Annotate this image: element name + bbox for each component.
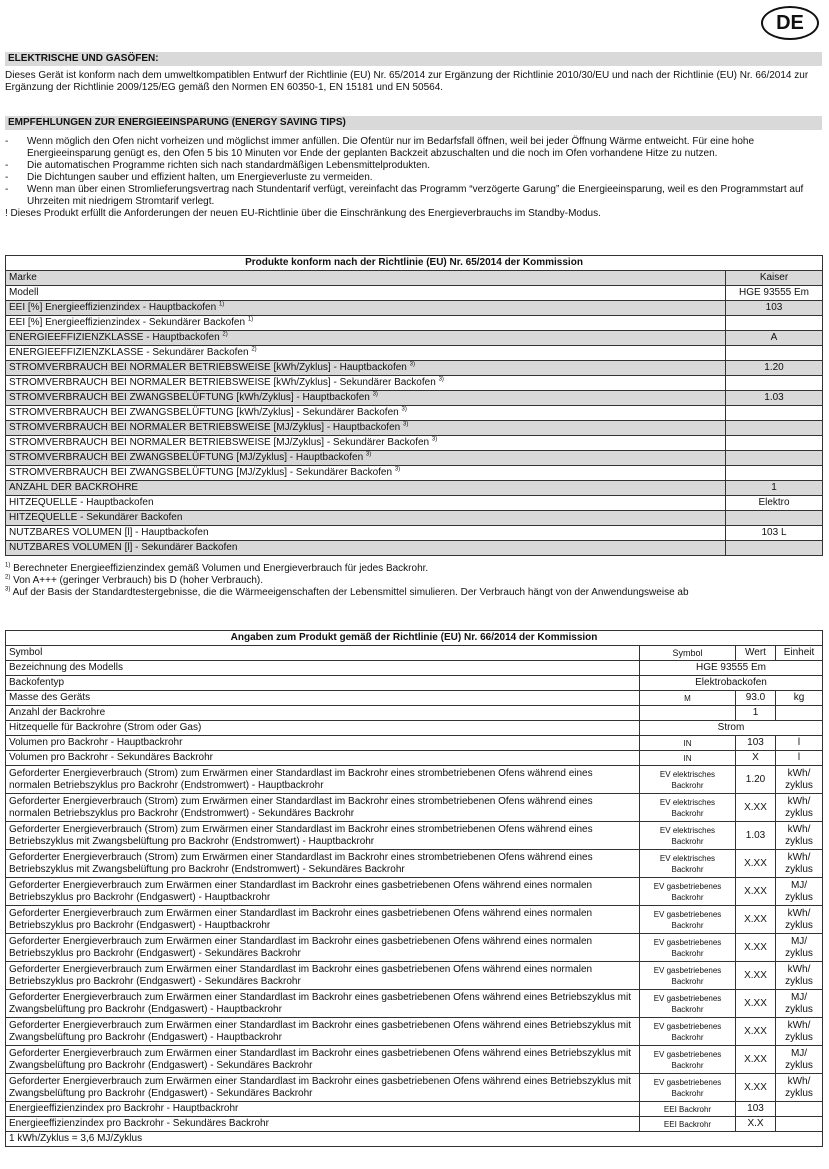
row-label: Geforderter Energieverbrauch (Strom) zum Erwärmen einer Standardlast im Backrohr eines strombetriebenen Ofens während eines normalen Betriebszyklus pro Backrohr (Endstromwert) - Sekundäres Backrohr — [6, 794, 640, 822]
row-label — [6, 436, 726, 451]
footnote — [5, 563, 823, 575]
row-symbol: EV elektrisches Backrohr — [640, 850, 736, 878]
table-row — [6, 316, 823, 331]
row-value: X.XX — [736, 878, 776, 906]
table-row — [6, 934, 823, 962]
tip-text: Die Dichtungen sauber und effizient halten, um Energieverluste zu vermeiden. — [27, 172, 373, 183]
tip-marker: - — [5, 136, 9, 147]
row-label — [6, 346, 726, 361]
row-unit: MJ/ zyklus — [776, 990, 823, 1018]
row-symbol: EV gasbetriebenes Backrohr — [640, 934, 736, 962]
row-label: Energieeffizienzindex pro Backrohr - Hauptbackrohr — [6, 1102, 640, 1117]
footnote-mark: 3) — [5, 586, 11, 593]
row-unit: kWh/ zyklus — [776, 1074, 823, 1102]
row-value: Elektrobackofen — [640, 676, 823, 691]
table-row — [6, 376, 823, 391]
table-row — [6, 822, 823, 850]
table-row — [6, 751, 823, 766]
row-label: Volumen pro Backrohr - Sekundäres Backrohr — [6, 751, 640, 766]
footnote-ref: 3) — [438, 376, 444, 383]
table-row — [6, 301, 823, 316]
row-label-text: NUTZBARES VOLUMEN [l] - Sekundärer Backofen — [9, 542, 238, 553]
row-label: Geforderter Energieverbrauch (Strom) zum Erwärmen einer Standardlast im Backrohr eines strombetriebenen Ofens während eines Betriebszyklus mit Zwangsbelüftung pro Backrohr (Endstromwert) - Sekundäres Backrohr — [6, 850, 640, 878]
table-row — [6, 436, 823, 451]
row-value: 1.20 — [736, 766, 776, 794]
row-label: Bezeichnung des Modells — [6, 661, 640, 676]
table1-title: Produkte konform nach der Richtlinie (EU) Nr. 65/2014 der Kommission — [6, 256, 823, 271]
row-value: 93.0 — [736, 691, 776, 706]
row-value: 1 — [736, 706, 776, 721]
section-title-electric-gas-ovens: ELEKTRISCHE UND GASÖFEN: — [5, 52, 822, 66]
row-label — [6, 481, 726, 496]
row-symbol: EV elektrisches Backrohr — [640, 766, 736, 794]
row-value: 1.03 — [726, 391, 823, 406]
row-symbol: EV gasbetriebenes Backrohr — [640, 1018, 736, 1046]
row-value — [726, 406, 823, 421]
footnote — [5, 587, 823, 599]
footnote-ref: 3) — [409, 361, 415, 368]
row-value: X.XX — [736, 1018, 776, 1046]
table2-header-symbol: Symbol — [640, 646, 736, 661]
row-label-text: STROMVERBRAUCH BEI NORMALER BETRIEBSWEISE [MJ/Zyklus] - Sekundärer Backofen — [9, 437, 430, 448]
row-value: 1 — [726, 481, 823, 496]
row-label-text: STROMVERBRAUCH BEI ZWANGSBELÜFTUNG [MJ/Zyklus] - Hauptbackofen — [9, 452, 364, 463]
table-row — [6, 406, 823, 421]
table-row — [6, 676, 823, 691]
table-row — [6, 661, 823, 676]
row-unit: MJ/ zyklus — [776, 1046, 823, 1074]
table-row — [6, 691, 823, 706]
table-row — [6, 331, 823, 346]
row-value — [726, 511, 823, 526]
table-row — [6, 878, 823, 906]
row-symbol: EEI Backrohr — [640, 1102, 736, 1117]
section-title-energy-saving-tips: EMPFEHLUNGEN ZUR ENERGIEEINSPARUNG (ENERGY SAVING TIPS) — [5, 116, 822, 130]
table-row — [6, 421, 823, 436]
row-label-text: STROMVERBRAUCH BEI ZWANGSBELÜFTUNG [kWh/Zyklus] - Sekundärer Backofen — [9, 407, 399, 418]
row-unit: kWh/ zyklus — [776, 1018, 823, 1046]
row-value: Elektro — [726, 496, 823, 511]
footnote-ref: 3) — [365, 451, 372, 458]
row-label: Geforderter Energieverbrauch zum Erwärmen einer Standardlast im Backrohr eines gasbetriebenen Ofens während eines Betriebszyklus mit Zwangsbelüftung pro Backrohr (Endgaswert) - Sekundäres Backrohr — [6, 1046, 640, 1074]
row-label — [6, 526, 726, 541]
table-row — [6, 1117, 823, 1132]
table-row — [6, 850, 823, 878]
row-label-text: HITZEQUELLE - Sekundärer Backofen — [9, 512, 183, 523]
row-value: X.XX — [736, 934, 776, 962]
row-unit: l — [776, 736, 823, 751]
row-unit: l — [776, 751, 823, 766]
row-symbol: EEI Backrohr — [640, 1117, 736, 1132]
tip-item — [5, 160, 823, 172]
row-label: Backofentyp — [6, 676, 640, 691]
row-value — [726, 451, 823, 466]
row-label — [6, 496, 726, 511]
row-label — [6, 511, 726, 526]
row-unit — [776, 706, 823, 721]
row-label — [6, 301, 726, 316]
row-unit: MJ/ zyklus — [776, 934, 823, 962]
row-unit: kWh/ zyklus — [776, 906, 823, 934]
footnote-text: Berechneter Energieeffizienzindex gemäß Volumen und Energieverbrauch für jedes Backrohr. — [13, 563, 429, 574]
row-label-text: STROMVERBRAUCH BEI NORMALER BETRIEBSWEISE [kWh/Zyklus] - Sekundärer Backofen — [9, 377, 436, 388]
table-row — [6, 391, 823, 406]
row-label-text: STROMVERBRAUCH BEI ZWANGSBELÜFTUNG [kWh/Zyklus] - Hauptbackofen — [9, 392, 370, 403]
row-label-text: ENERGIEEFFIZIENZKLASSE - Sekundärer Backofen — [9, 347, 249, 358]
row-label: Anzahl der Backrohre — [6, 706, 640, 721]
footnote-ref: 2) — [222, 331, 228, 338]
table-row — [6, 1074, 823, 1102]
table-row — [6, 526, 823, 541]
row-value: HGE 93555 Em — [726, 286, 823, 301]
tip-item — [5, 172, 823, 184]
row-symbol: IN — [640, 751, 736, 766]
row-label-text: Modell — [9, 287, 39, 298]
table-row — [6, 286, 823, 301]
row-label: Hitzequelle für Backrohre (Strom oder Gas) — [6, 721, 640, 736]
row-label: Geforderter Energieverbrauch zum Erwärmen einer Standardlast im Backrohr eines gasbetriebenen Ofens während eines normalen Betriebszyklus pro Backrohr (Endgaswert) - Sekundäres Backrohr — [6, 962, 640, 990]
row-label: Geforderter Energieverbrauch zum Erwärmen einer Standardlast im Backrohr eines gasbetriebenen Ofens während eines normalen Betriebszyklus pro Backrohr (Endgaswert) - Hauptbackrohr — [6, 878, 640, 906]
row-unit: kWh/ zyklus — [776, 850, 823, 878]
row-label-text: ENERGIEEFFIZIENZKLASSE - Hauptbackofen — [9, 332, 220, 343]
row-value: X.X — [736, 1117, 776, 1132]
row-symbol: M — [640, 691, 736, 706]
row-label — [6, 406, 726, 421]
row-symbol: EV elektrisches Backrohr — [640, 822, 736, 850]
footnote — [5, 575, 823, 587]
row-symbol: EV elektrisches Backrohr — [640, 794, 736, 822]
regulation-66-2014-table — [5, 630, 823, 1147]
table2-title: Angaben zum Produkt gemäß der Richtlinie (EU) Nr. 66/2014 der Kommission — [6, 631, 823, 646]
row-label-text: EEI [%] Energieeffizienzindex - Sekundärer Backofen — [9, 317, 246, 328]
row-label — [6, 421, 726, 436]
conformity-paragraph: Dieses Gerät ist konform nach dem umweltkompatiblen Entwurf der Richtlinie (EU) Nr. 65/2014 zur Ergänzung der Richtlinie 2010/30/EU und nach der Richtlinie (EU) Nr. 66/2014 zur Ergänzung der Richtlinie 2009/125/EG gemäß den Normen EN 60350-1, EN 15181 und EN 50564. — [5, 70, 809, 93]
row-label — [6, 331, 726, 346]
standby-note: ! Dieses Produkt erfüllt die Anforderungen der neuen EU-Richtlinie über die Einschränkung des Energieverbrauchs im Standby-Modus. — [5, 208, 601, 219]
table2-header-label: Symbol — [6, 646, 640, 661]
row-label-text: ANZAHL DER BACKROHRE — [9, 482, 139, 493]
table-row — [6, 794, 823, 822]
row-value: 103 L — [726, 526, 823, 541]
row-value: X.XX — [736, 906, 776, 934]
row-label — [6, 316, 726, 331]
row-value: X.XX — [736, 794, 776, 822]
row-unit: kWh/ zyklus — [776, 962, 823, 990]
row-symbol: IN — [640, 736, 736, 751]
row-value: X.XX — [736, 850, 776, 878]
table-row — [6, 962, 823, 990]
table-row — [6, 766, 823, 794]
table-row — [6, 511, 823, 526]
table-row — [6, 361, 823, 376]
table-row — [6, 451, 823, 466]
row-value: 1.20 — [726, 361, 823, 376]
row-label-text: EEI [%] Energieeffizienzindex - Hauptbackofen — [9, 302, 217, 313]
language-badge: DE — [761, 6, 819, 40]
row-value: Strom — [640, 721, 823, 736]
row-label-text: Marke — [9, 272, 37, 283]
row-value: 103 — [736, 736, 776, 751]
footnote-ref: 3) — [402, 421, 409, 428]
row-label: Energieeffizienzindex pro Backrohr - Sekundäres Backrohr — [6, 1117, 640, 1132]
row-value — [726, 466, 823, 481]
row-unit — [776, 1117, 823, 1132]
row-value: X.XX — [736, 1046, 776, 1074]
row-unit: kWh/ zyklus — [776, 794, 823, 822]
row-label: Geforderter Energieverbrauch zum Erwärmen einer Standardlast im Backrohr eines gasbetriebenen Ofens während eines normalen Betriebszyklus pro Backrohr (Endgaswert) - Sekundäres Backrohr — [6, 934, 640, 962]
table-row — [6, 706, 823, 721]
tip-marker: - — [5, 172, 9, 183]
row-label-text: STROMVERBRAUCH BEI NORMALER BETRIEBSWEISE [kWh/Zyklus] - Hauptbackofen — [9, 362, 407, 373]
footnote-mark: 2) — [5, 574, 11, 581]
row-label-text: HITZEQUELLE - Hauptbackofen — [9, 497, 154, 508]
table-row — [6, 1018, 823, 1046]
row-label-text: STROMVERBRAUCH BEI ZWANGSBELÜFTUNG [MJ/Zyklus] - Sekundärer Backofen — [9, 467, 393, 478]
table2-header-unit: Einheit — [776, 646, 823, 661]
table-row — [6, 271, 823, 286]
tip-text: Wenn möglich den Ofen nicht vorheizen und möglichst immer anfüllen. Die Ofentür nur im Bedarfsfall öffnen, weil bei jeder Öffnung Wärme entweicht. Für eine hohe Energieeinsparung genügt es, den Ofen 5 bis 10 Minuten vor Ende der geplanten Backzeit abzuschalten und die noch im Ofen vorhandene Hitze zu nutzen. — [27, 136, 755, 159]
row-value — [726, 421, 823, 436]
row-label — [6, 466, 726, 481]
table-row — [6, 481, 823, 496]
row-value — [726, 376, 823, 391]
footnote-ref: 2) — [251, 346, 257, 353]
row-label-text: NUTZBARES VOLUMEN [l] - Hauptbackofen — [9, 527, 209, 538]
table2-header-value: Wert — [736, 646, 776, 661]
row-symbol: EV gasbetriebenes Backrohr — [640, 1074, 736, 1102]
row-symbol: EV gasbetriebenes Backrohr — [640, 906, 736, 934]
row-symbol: EV gasbetriebenes Backrohr — [640, 1046, 736, 1074]
table-row — [6, 906, 823, 934]
row-label — [6, 451, 726, 466]
row-value: 1.03 — [736, 822, 776, 850]
energy-tips-list — [5, 136, 823, 220]
table-row — [6, 466, 823, 481]
table-row — [6, 721, 823, 736]
tip-item — [5, 184, 823, 208]
table1-footnotes — [5, 563, 823, 599]
row-label: Geforderter Energieverbrauch (Strom) zum Erwärmen einer Standardlast im Backrohr eines strombetriebenen Ofens während eines normalen Betriebszyklus pro Backrohr (Endstromwert) - Hauptbackrohr — [6, 766, 640, 794]
tip-text: Die automatischen Programme richten sich nach standardmäßigen Lebensmittelprodukten. — [27, 160, 430, 171]
tip-marker: - — [5, 184, 9, 195]
row-symbol: EV gasbetriebenes Backrohr — [640, 878, 736, 906]
table-row — [6, 736, 823, 751]
table-row — [6, 496, 823, 511]
footnote-ref: 3) — [401, 406, 407, 413]
row-label — [6, 286, 726, 301]
row-label — [6, 271, 726, 286]
footnote-text: Von A+++ (geringer Verbrauch) bis D (hoher Verbrauch). — [13, 575, 263, 586]
row-value: X.XX — [736, 1074, 776, 1102]
row-label: Masse des Geräts — [6, 691, 640, 706]
row-symbol: EV gasbetriebenes Backrohr — [640, 990, 736, 1018]
row-label-text: STROMVERBRAUCH BEI NORMALER BETRIEBSWEISE [MJ/Zyklus] - Hauptbackofen — [9, 422, 401, 433]
row-value — [726, 436, 823, 451]
row-symbol — [640, 706, 736, 721]
row-value: A — [726, 331, 823, 346]
row-label: Geforderter Energieverbrauch (Strom) zum Erwärmen einer Standardlast im Backrohr eines strombetriebenen Ofens während eines Betriebszyklus mit Zwangsbelüftung pro Backrohr (Endstromwert) - Hauptbackrohr — [6, 822, 640, 850]
row-value: X.XX — [736, 990, 776, 1018]
row-value: X.XX — [736, 962, 776, 990]
footnote-ref: 1) — [218, 301, 225, 308]
row-unit — [776, 1102, 823, 1117]
table-row — [6, 541, 823, 556]
row-value: X — [736, 751, 776, 766]
row-label: Geforderter Energieverbrauch zum Erwärmen einer Standardlast im Backrohr eines gasbetriebenen Ofens während eines Betriebszyklus mit Zwangsbelüftung pro Backrohr (Endgaswert) - Hauptbackrohr — [6, 1018, 640, 1046]
row-label: Volumen pro Backrohr - Hauptbackrohr — [6, 736, 640, 751]
row-value: 103 — [736, 1102, 776, 1117]
footnote-ref: 3) — [394, 466, 401, 473]
row-unit: MJ/ zyklus — [776, 878, 823, 906]
footnote-text: Auf der Basis der Standardtestergebnisse, die die Wärmeeigenschaften der Lebensmittel simulieren. Der Verbrauch hängt von der Anwendungsweise ab — [12, 587, 689, 598]
tip-item — [5, 136, 823, 160]
row-label — [6, 541, 726, 556]
tip-marker: - — [5, 160, 9, 171]
row-unit: kg — [776, 691, 823, 706]
row-label — [6, 391, 726, 406]
table-row — [6, 346, 823, 361]
row-value: HGE 93555 Em — [640, 661, 823, 676]
row-symbol: EV gasbetriebenes Backrohr — [640, 962, 736, 990]
tip-text: Wenn man über einen Stromlieferungsvertrag nach Stundentarif verfügt, vereinfacht das Programm “verzögerte Garung” die Energieeinsparung, weil es den Programmstart auf Uhrzeiten mit niedrigem Stromtarif verlegt. — [27, 184, 804, 207]
table-footer-row — [6, 1132, 823, 1147]
row-label: Geforderter Energieverbrauch zum Erwärmen einer Standardlast im Backrohr eines gasbetriebenen Ofens während eines Betriebszyklus mit Zwangsbelüftung pro Backrohr (Endgaswert) - Hauptbackrohr — [6, 990, 640, 1018]
table-row — [6, 990, 823, 1018]
row-unit: kWh/ zyklus — [776, 766, 823, 794]
table-row — [6, 1102, 823, 1117]
row-label — [6, 376, 726, 391]
conversion-note: 1 kWh/Zyklus = 3,6 MJ/Zyklus — [6, 1132, 823, 1147]
table-row — [6, 1046, 823, 1074]
row-unit: kWh/ zyklus — [776, 822, 823, 850]
footnote-ref: 1) — [247, 316, 254, 323]
footnote-ref: 3) — [431, 436, 438, 443]
footnote-mark: 1) — [5, 562, 11, 569]
footnote-ref: 3) — [372, 391, 378, 398]
row-value: 103 — [726, 301, 823, 316]
row-value: Kaiser — [726, 271, 823, 286]
row-label: Geforderter Energieverbrauch zum Erwärmen einer Standardlast im Backrohr eines gasbetriebenen Ofens während eines Betriebszyklus mit Zwangsbelüftung pro Backrohr (Endgaswert) - Sekundäres Backrohr — [6, 1074, 640, 1102]
regulation-65-2014-table — [5, 255, 823, 556]
row-value — [726, 541, 823, 556]
row-label — [6, 361, 726, 376]
row-label: Geforderter Energieverbrauch zum Erwärmen einer Standardlast im Backrohr eines gasbetriebenen Ofens während eines normalen Betriebszyklus pro Backrohr (Endgaswert) - Hauptbackrohr — [6, 906, 640, 934]
row-value — [726, 346, 823, 361]
row-value — [726, 316, 823, 331]
